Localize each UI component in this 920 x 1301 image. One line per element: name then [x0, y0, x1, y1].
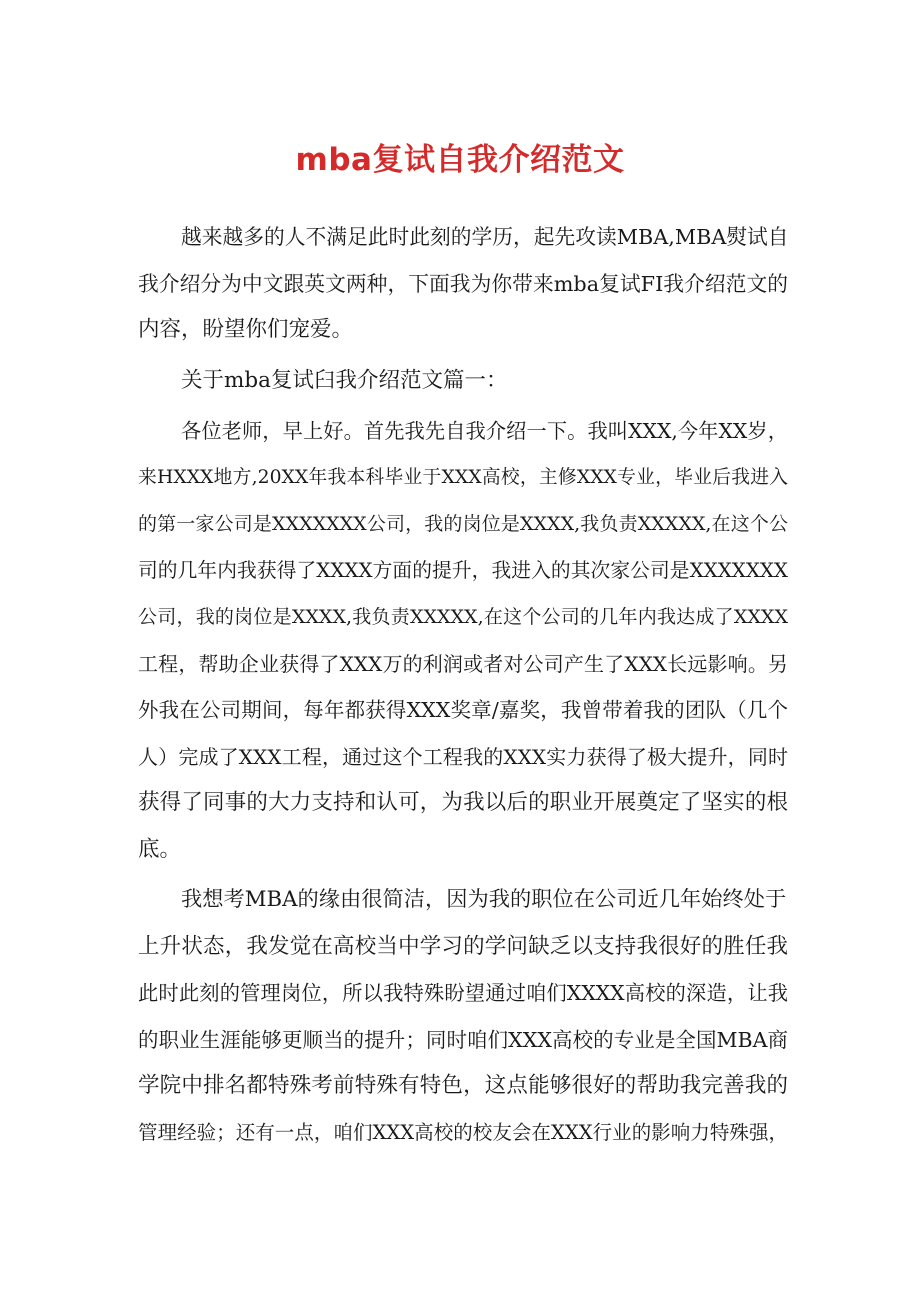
text-line: 公司，我的岗位是XXXX,我负责XXXXX,在这个公司的几年内我达成了XXXX: [138, 606, 788, 628]
text-line: 获得了同事的大力支持和认可，为我以后的职业开展奠定了坚实的根: [138, 790, 788, 815]
text-line: 学院中排名都特殊考前特殊有特色，这点能够很好的帮助我完善我的: [138, 1073, 788, 1098]
text-line: 越来越多的人不满足此时此刻的学历，起先攻读MBA,MBA熨试自: [181, 225, 789, 249]
document-body: [138, 214, 788, 1156]
document-title: mba复试自我介绍范文: [295, 142, 625, 178]
text-line: 的第一家公司是XXXXXXX公司，我的岗位是XXXX,我负责XXXXX,在这个公: [138, 513, 788, 535]
text-line: 的职业生涯能够更顺当的提升；同时咱们XXX高校的专业是全国MBA商: [138, 1027, 788, 1052]
section-heading: 关于mba复试臼我介绍范文篇一：: [181, 367, 508, 393]
text-line: 我想考MBA的缘由很简洁，因为我的职位在公司近几年始终处于: [181, 887, 787, 912]
paragraph-heading: [138, 358, 788, 405]
paragraph-sample-one: [138, 408, 788, 873]
text-line: 各位老师，早上好。首先我先自我介绍一下。我叫XXX,今年XX岁，: [181, 419, 788, 443]
text-line: 工程，帮助企业获得了XXX万的利润或者对公司产生了XXX长远影响。另: [138, 651, 788, 676]
text-line: 司的几年内我获得了XXXX方面的提升，我进入的其次家公司是XXXXXXX: [138, 558, 788, 582]
paragraph-intro: [138, 214, 788, 354]
text-line: 我介绍分为中文跟英文两种，下面我为你带来mba复试FI我介绍范文的: [138, 271, 788, 296]
text-line: 外我在公司期间，每年都获得XXX奖章/嘉奖，我曾带着我的团队（几个: [138, 698, 788, 722]
text-line: 管理经验；还有一点，咱们XXX高校的校友会在XXX行业的影响力特殊强，: [138, 1120, 788, 1144]
text-line: 人）完成了XXX工程，通过这个工程我的XXX实力获得了极大提升，同时: [138, 744, 788, 769]
text-line: 此时此刻的管理岗位，所以我特殊盼望通过咱们XXXX高校的深造，让我: [138, 981, 788, 1005]
text-line: 上升状态，我发觉在高校当中学习的学问缺乏以支持我很好的胜任我: [138, 933, 788, 959]
text-line: 来HXXX地方,20XX年我本科毕业于XXX高校，主修XXX专业，毕业后我进入: [138, 466, 788, 488]
paragraph-motivation: [138, 877, 788, 1156]
text-line: 内容，盼望你们宠爱。: [138, 317, 354, 342]
text-line: 底。: [138, 836, 182, 862]
